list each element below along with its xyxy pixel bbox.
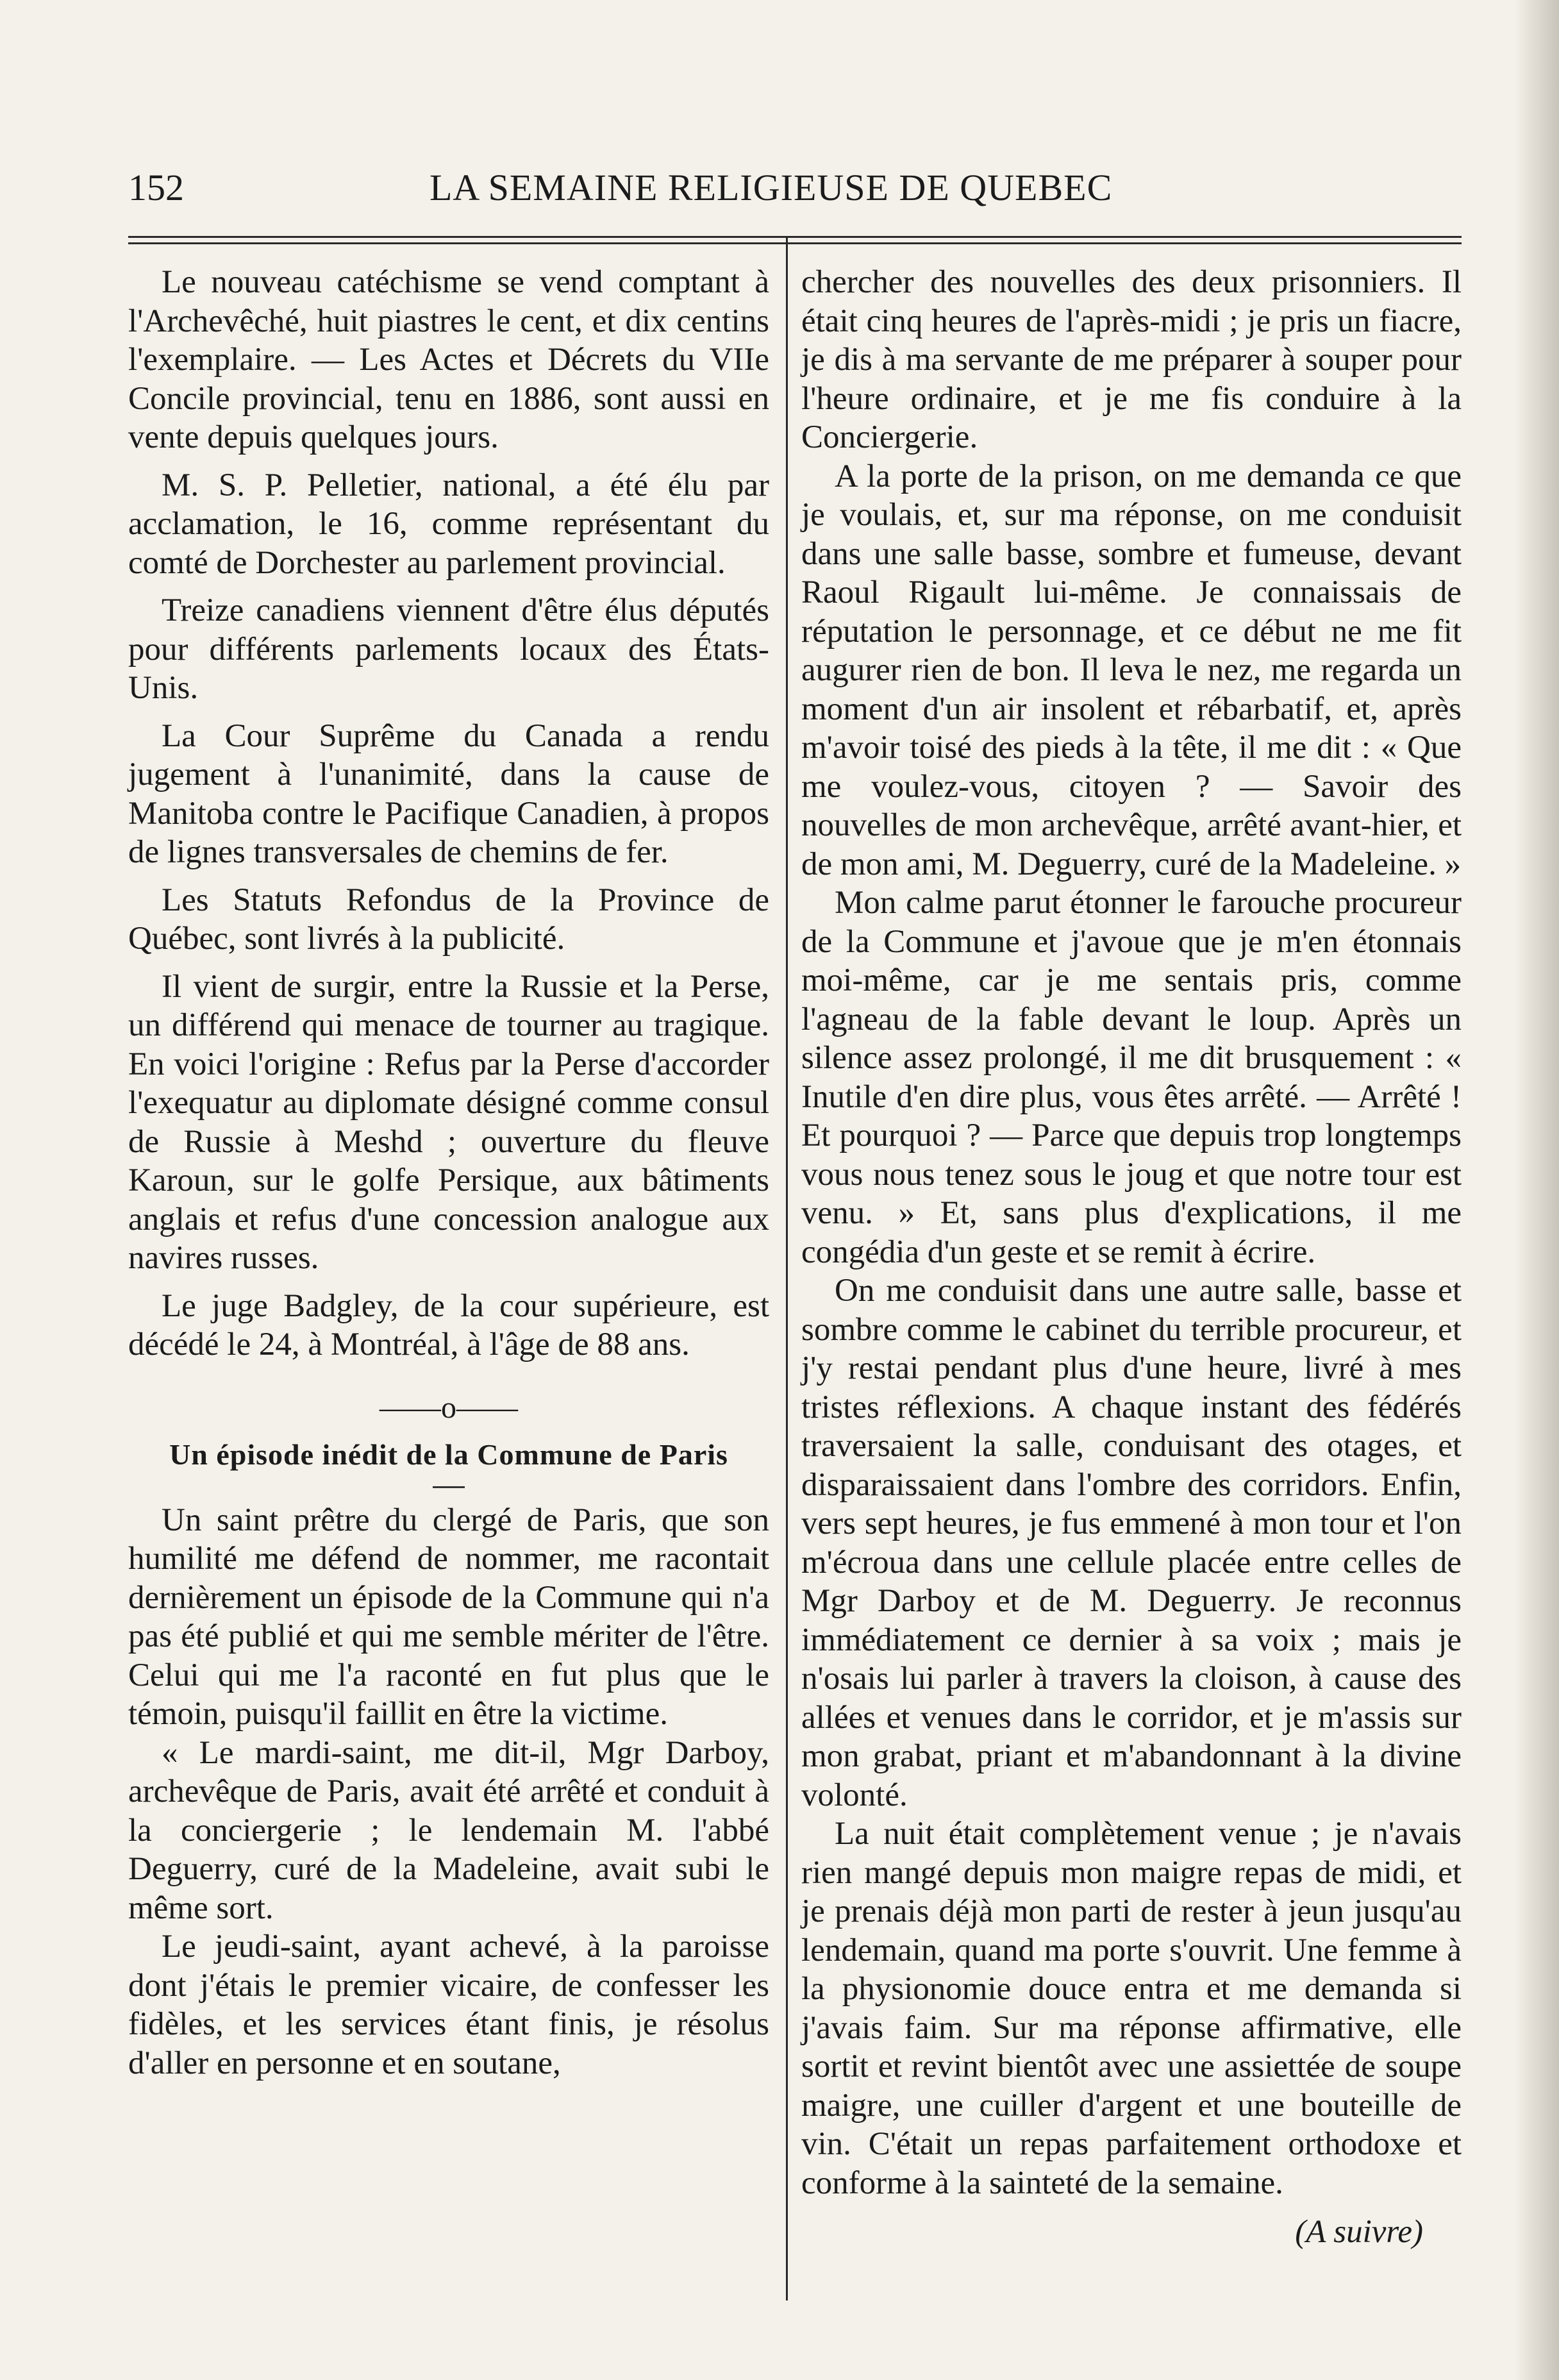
story-paragraph: La nuit était complètement venue ; je n'avais rien mangé depuis mon maigre repas de midi, et je prenais déjà mon parti de rester à jeun jusqu'au lendemain, quand ma porte s'ouvrit. Une femme à la physionomie douce entra et me demanda si j'avais faim. Sur ma réponse affirmative, elle sortit et revint bientôt avec une assiettée de soupe maigre, une cuiller d'argent et une bouteille de vin. C'était un repas parfaitement orthodoxe et conforme à la sainteté de la semaine. bbox=[801, 1816, 1462, 2201]
column-divider bbox=[786, 236, 788, 2300]
story-paragraph: A la porte de la prison, on me demanda ce que je voulais, et, sur ma réponse, on me conduisit dans une salle basse, sombre et fumeuse, devant Raoul Rigault lui-même. Je connaissais de réputation le personnage, et ce début ne me fit augurer rien de bon. Il leva le nez, me regarda un moment d'un air insolent et rébarbatif, et, après m'avoir toisé des pieds à la tête, il me dit : « Que me voulez-vous, citoyen ? — Savoir des nouvelles de mon archevêque, arrêté avant-hier, et de mon ami, M. Deguerry, curé de la Madeleine. » bbox=[801, 458, 1462, 882]
header-rule-top bbox=[128, 236, 1462, 238]
news-item: Les Statuts Refondus de la Province de Québec, sont livrés à la publicité. bbox=[128, 882, 769, 957]
page-edge-shadow bbox=[1514, 0, 1559, 2380]
story-paragraph: Le jeudi-saint, ayant achevé, à la paroisse dont j'étais le premier vicaire, de confesser les fidèles, et les services étant finis, je résolus d'aller en personne et en soutane, bbox=[128, 1929, 769, 2081]
news-item: La Cour Suprême du Canada a rendu jugement à l'unanimité, dans la cause de Manitoba contre le Pacifique Canadien, à propos de lignes transversales de chemins de fer. bbox=[128, 717, 769, 870]
header-rule-bottom bbox=[128, 242, 1462, 244]
news-item: Treize canadiens viennent d'être élus députés pour différents parlements locaux des États-Unis. bbox=[128, 592, 769, 706]
story-paragraph: Un saint prêtre du clergé de Paris, que son humilité me défend de nommer, me racontait dernièrement un épisode de la Commune qui n'a pas été publié et qui me semble mériter de l'être. Celui qui me l'a raconté en fut plus que le témoin, puisqu'il faillit en être la victime. bbox=[128, 1502, 769, 1732]
news-item: Il vient de surgir, entre la Russie et la Perse, un différend qui menace de tourner au tragique. En voici l'origine : Refus par la Perse d'accorder l'exequatur au diplomate désigné comme consul de Russie à Meshd ; ouverture du fleuve Karoun, sur le golfe Persique, aux bâtiments anglais et refus d'une concession analogue aux navires russes. bbox=[128, 968, 769, 1276]
running-title: LA SEMAINE RELIGIEUSE DE QUEBEC bbox=[429, 167, 1113, 208]
right-column bbox=[801, 263, 1462, 2251]
news-item: Le juge Badgley, de la cour supérieure, est décédé le 24, à Montréal, à l'âge de 88 ans. bbox=[128, 1287, 769, 1362]
story-paragraph: On me conduisit dans une autre salle, basse et sombre comme le cabinet du terrible procureur, et j'y restai pendant plus d'une heure, livré à mes tristes réflexions. A chaque instant des fédérés traversaient la salle, conduisant des otages, et disparaissaient dans l'ombre des corridors. Enfin, vers sept heures, je fus emmené à mon tour et l'on m'écroua dans une cellule placée entre celles de Mgr Darboy et de M. Deguerry. Je reconnus immédiatement ce dernier à sa voix ; mais je n'osais lui parler à travers la cloison, à cause des allées et venues dans le corridor, et je m'assis sur mon grabat, priant et m'abandonnant à la divine volonté. bbox=[801, 1273, 1462, 1813]
section-separator: ——o—— bbox=[379, 1390, 518, 1425]
page-header bbox=[128, 165, 1462, 217]
to-be-continued: (A suivre) bbox=[1295, 2214, 1423, 2250]
story-paragraph: « Le mardi-saint, me dit-il, Mgr Darboy, archevêque de Paris, avait été arrêté et conduit à la conciergerie ; le lendemain M. l'abbé Deguerry, curé de la Madeleine, avait subi le même sort. bbox=[128, 1734, 769, 1926]
left-column bbox=[128, 263, 769, 2082]
news-item: Le nouveau catéchisme se vend comptant à l'Archevêché, huit piastres le cent, et dix centins l'exemplaire. — Les Actes et Décrets du VIIe Concile provincial, tenu en 1886, sont aussi en vente depuis quelques jours. bbox=[128, 264, 769, 455]
section-title: Un épisode inédit de la Commune de Paris bbox=[169, 1437, 728, 1471]
news-item: M. S. P. Pelletier, national, a été élu par acclamation, le 16, comme représentant du comté de Dorchester au parlement provincial. bbox=[128, 467, 769, 581]
story-paragraph: Mon calme parut étonner le farouche procureur de la Commune et j'avoue que je m'en étonnais moi-même, car je me sentais pris, comme l'agneau de la fable devant le loup. Après un silence assez prolongé, il me dit brusquement : « Inutile d'en dire plus, vous êtes arrêté. — Arrêté ! Et pourquoi ? — Parce que depuis trop longtemps vous nous tenez sous le joug et que notre tour est venu. » Et, sans plus d'explications, il me congédia d'un geste et se remit à écrire. bbox=[801, 885, 1462, 1270]
title-underline bbox=[433, 1486, 465, 1488]
story-paragraph: chercher des nouvelles des deux prisonniers. Il était cinq heures de l'après-midi ; je pris un fiacre, je dis à ma servante de me préparer à souper pour l'heure ordinaire, et je me fis conduire à la Conciergerie. bbox=[801, 264, 1462, 455]
page-number: 152 bbox=[128, 167, 184, 208]
